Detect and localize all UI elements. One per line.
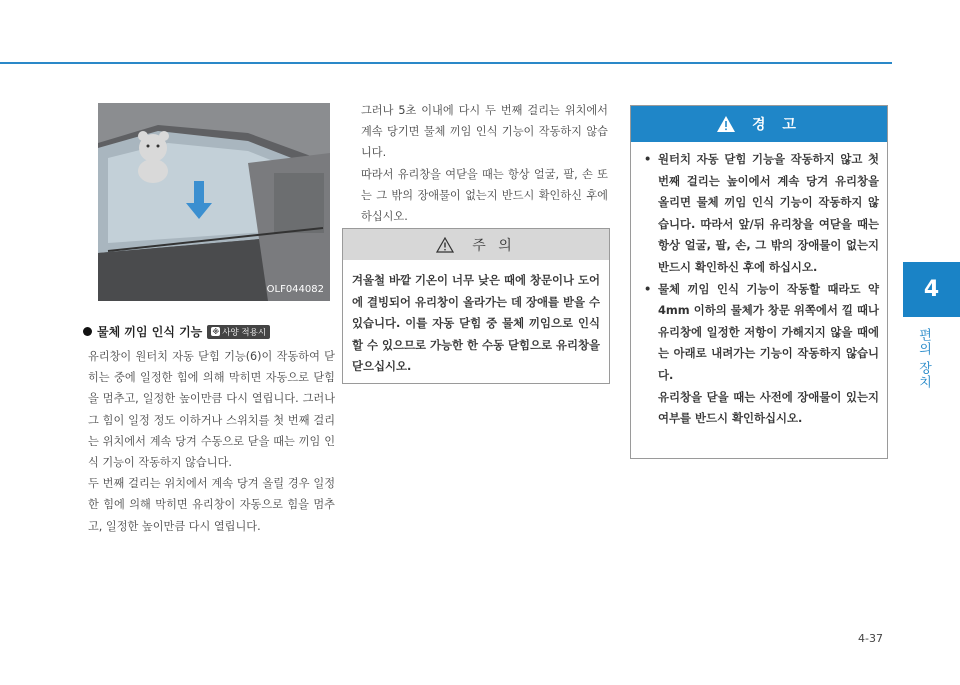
warning-triangle-icon (716, 115, 736, 133)
photo-code: OLF044082 (266, 284, 324, 295)
top-rule (0, 62, 892, 64)
bullet-icon (83, 327, 92, 336)
caution-title: 주 의 (472, 237, 516, 254)
chapter-title: 편의 장치 (916, 328, 931, 390)
car-window-illustration (98, 103, 330, 301)
warning-box (630, 105, 888, 459)
left-column (83, 323, 335, 537)
paragraph-2: 두 번째 걸리는 위치에서 계속 당겨 올릴 경우 일정한 힘에 의해 막히면 유리창이 자동으로 힘을 멈추고, 일정한 높이만큼 다시 열립니다. (88, 477, 335, 533)
warning-header (631, 106, 887, 142)
paragraph-1: 유리창이 원터치 자동 닫힘 기능(6)이 작동하여 닫히는 중에 일정한 힘에 의해 막히면 자동으로 닫힘을 멈추고, 일정한 높이만큼 다시 열립니다. 그러나 그 힘이 일정 정도 이하거나 스위치를 첫 번째 걸리는 위치에서 계속 당겨 수동으로 닫을 때는 끼임 인식 기능이 작동하지 않습니다. (88, 350, 335, 470)
paragraph-4: 따라서 유리창을 여닫을 때는 항상 얼굴, 팔, 손 또는 그 밖의 장애물이 없는지 반드시 확인하신 후에 하십시오. (361, 167, 608, 224)
option-icon: ※ (212, 327, 220, 336)
chapter-tab[interactable] (903, 262, 960, 317)
window-pinch-photo (98, 103, 330, 301)
warning-item-text: 물체 끼임 인식 기능이 작동할 때라도 약 4mm 이하의 물체가 창문 위쪽에서 낄 때나 유리창에 일정한 저항이 가해지지 않을 때에는 아래로 내려가는 기능이 작동하지 않습니다. (658, 281, 879, 382)
section-heading-row (83, 323, 335, 340)
caution-text: 겨울철 바깥 기온이 너무 낮은 때에 창문이나 도어에 결빙되어 유리창이 올라가는 데 장애를 받을 수 있습니다. 이를 자동 닫힘 중 물체 끼임으로 인식할 수 있으므로 가능한 한 수동 닫힘으로 유리창을 닫으십시오. (352, 273, 600, 373)
option-badge (207, 325, 270, 339)
page-number: 4-37 (858, 632, 883, 645)
middle-column (356, 100, 608, 227)
paragraph-3: 그러나 5초 이내에 다시 두 번째 걸리는 위치에서 계속 당기면 물체 끼임 인식 기능이 작동하지 않습니다. (361, 104, 608, 160)
option-badge-label: 사양 적용시 (222, 327, 267, 338)
warning-item (641, 279, 879, 430)
caution-box (342, 228, 610, 384)
arrow-down-icon (194, 181, 204, 205)
warning-item-extra: 유리창을 닫을 때는 사전에 장애물이 있는지 여부를 반드시 확인하십시오. (658, 389, 879, 426)
warning-item: • 원터치 자동 닫힘 기능을 작동하지 않고 첫 번째 걸리는 높이에서 계속 당겨 유리창을 올리면 물체 끼임 인식 기능이 작동하지 않습니다. 따라서 앞/뒤 유리창을 여닫을 때는 항상 얼굴, 팔, 손, 그 밖의 장애물이 없는지 반드시 확인하신 후에 하십시오. (641, 149, 879, 279)
caution-triangle-icon (436, 237, 454, 253)
warning-list (631, 142, 887, 430)
warning-title: 경 고 (752, 117, 802, 133)
caution-header (343, 229, 609, 260)
teddy-bear-body (138, 159, 168, 183)
section-heading: 물체 끼임 인식 기능 (97, 325, 203, 339)
chapter-number: 4 (923, 277, 940, 302)
